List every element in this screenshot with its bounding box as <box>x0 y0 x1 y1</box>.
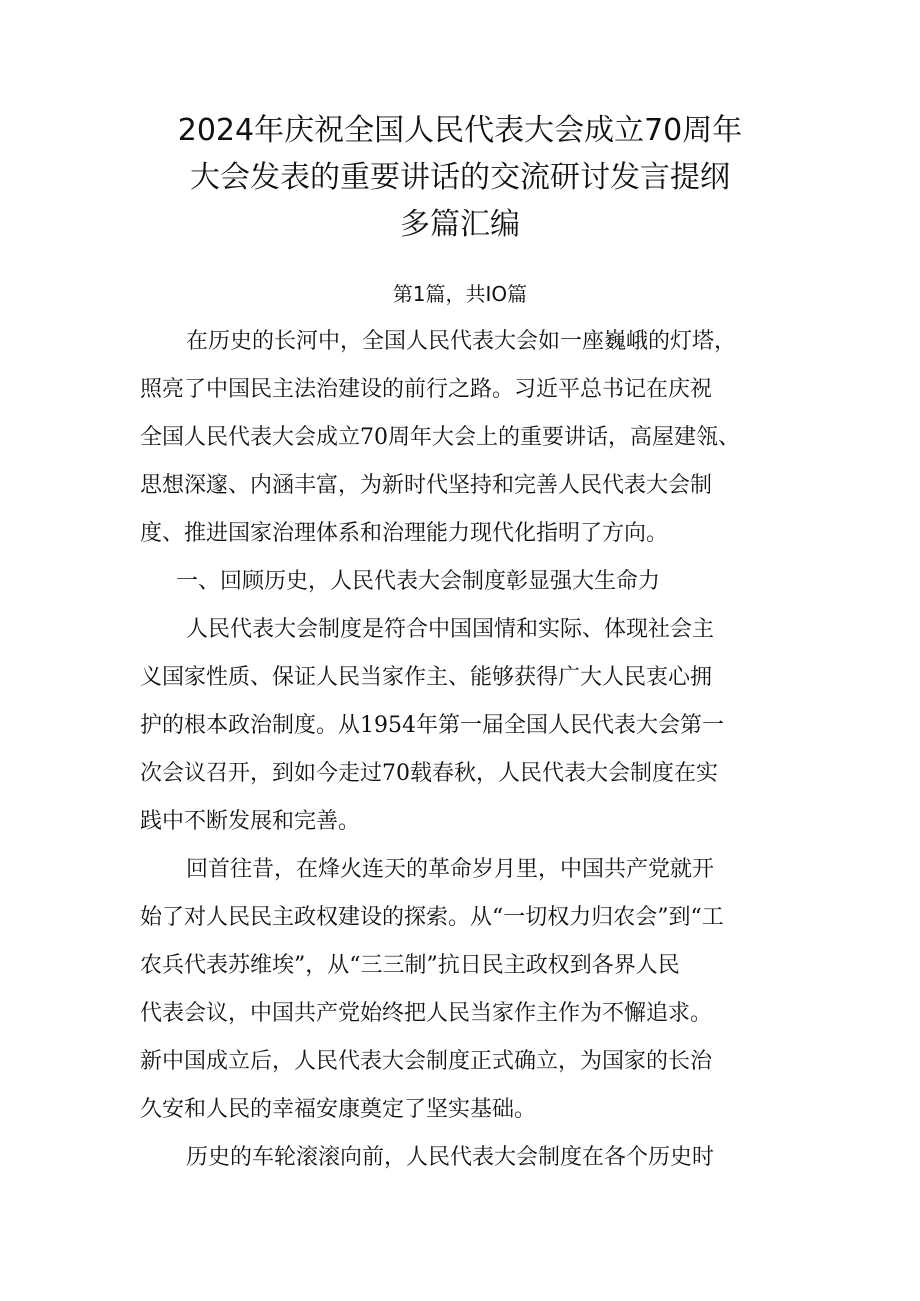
part-label: 第1篇，共IO篇 <box>392 282 528 306</box>
paragraph-1-line: 照亮了中国民主法治建设的前行之路。习近平总书记在庆祝 <box>140 377 713 402</box>
paragraph-2-line: 人民代表大会制度是符合中国国情和实际、体现社会主 <box>186 617 715 642</box>
paragraph-1-line: 思想深邃、内涵丰富，为新时代坚持和完善人民代表大会制 <box>140 473 713 498</box>
paragraph-1-line: 全国人民代表大会成立70周年大会上的重要讲话，高屋建瓴、 <box>140 425 740 450</box>
paragraph-3-line: 农兵代表苏维埃”，从“三三制”抗日民主政权到各界人民 <box>140 953 680 978</box>
paragraph-2-line: 次会议召开，到如今走过70载春秋，人民代表大会制度在实 <box>140 761 718 786</box>
paragraph-1-line: 在历史的长河中，全国人民代表大会如一座巍峨的灯塔， <box>186 329 737 354</box>
paragraph-3-line: 始了对人民民主政权建设的探索。从“一切权力归农会”到“工 <box>140 905 724 930</box>
title-line-1: 2024年庆祝全国人民代表大会成立70周年 <box>177 113 743 148</box>
paragraph-2-line: 护的根本政治制度。从1954年第一届全国人民代表大会第一 <box>140 713 724 738</box>
paragraph-3-line: 回首往昔，在烽火连天的革命岁月里，中国共产党就开 <box>186 857 715 882</box>
section-heading: 一、回顾历史，人民代表大会制度彰显强大生命力 <box>176 569 661 594</box>
paragraph-2-line: 义国家性质、保证人民当家作主、能够获得广大人民衷心拥 <box>140 665 713 690</box>
paragraph-3-line: 久安和人民的幸福安康奠定了坚实基础。 <box>140 1097 537 1122</box>
title-line-2: 大会发表的重要讲话的交流研讨发言提纲 <box>190 160 730 195</box>
paragraph-3-line: 代表会议，中国共产党始终把人民当家作主作为不懈追求。 <box>140 1001 713 1026</box>
paragraph-4-line: 历史的车轮滚滚向前，人民代表大会制度在各个历史时 <box>186 1145 715 1170</box>
paragraph-2-line: 践中不断发展和完善。 <box>140 809 361 834</box>
title-line-3: 多篇汇编 <box>400 207 520 242</box>
paragraph-1-line: 度、推进国家治理体系和治理能力现代化指明了方向。 <box>140 521 669 546</box>
paragraph-3-line: 新中国成立后，人民代表大会制度正式确立，为国家的长治 <box>140 1049 713 1074</box>
